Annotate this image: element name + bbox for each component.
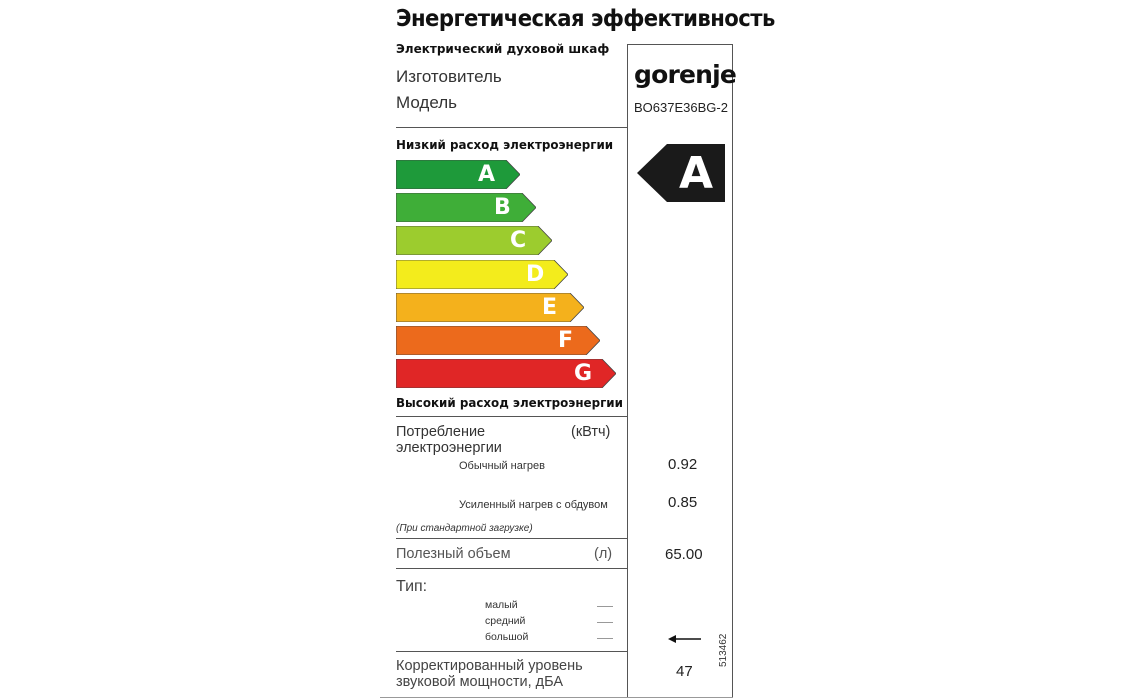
manufacturer-label: Изготовитель — [396, 67, 502, 86]
efficiency-bar-letter: A — [478, 162, 496, 187]
label-number: 513462 — [718, 633, 729, 667]
efficiency-bar-g — [396, 359, 616, 388]
selected-type-arrow-icon — [668, 632, 702, 650]
conventional-heating-label: Обычный нагрев — [459, 460, 545, 472]
fan-heating-label: Усиленный нагрев с обдувом — [459, 499, 608, 511]
efficiency-bar-d — [396, 260, 568, 289]
standard-load-note: (При стандартной загрузке) — [396, 523, 533, 534]
divider-1 — [396, 127, 627, 128]
model-value: BO637E36BG-2 — [634, 100, 728, 115]
type-option-label: большой — [485, 631, 529, 643]
efficiency-bar-b — [396, 193, 536, 222]
divider-2 — [396, 416, 627, 417]
brand-logo: gorenje — [634, 60, 737, 89]
efficiency-bar-e — [396, 293, 584, 322]
consumption-label: Потребление электроэнергии — [396, 424, 502, 456]
efficiency-bar-letter: D — [526, 261, 545, 287]
efficiency-bar-a — [396, 160, 520, 189]
appliance-type: Электрический духовой шкаф — [396, 42, 610, 56]
value-panel — [627, 44, 733, 698]
type-option-dash — [597, 606, 613, 607]
type-option-dash — [597, 638, 613, 639]
type-option-label: средний — [485, 615, 526, 627]
efficiency-bar-letter: E — [542, 294, 558, 320]
rating-letter: A — [678, 148, 714, 199]
divider-4 — [396, 568, 627, 569]
low-consumption-label: Низкий расход электроэнергии — [396, 137, 614, 152]
type-option-dash — [597, 622, 613, 623]
type-option-label: малый — [485, 599, 518, 611]
volume-label: Полезный объем — [396, 546, 511, 562]
model-label: Модель — [396, 93, 458, 112]
efficiency-bar-letter: G — [574, 361, 593, 387]
efficiency-bar-letter: F — [558, 328, 574, 353]
high-consumption-label: Высокий расход электроэнергии — [396, 395, 623, 410]
conventional-heating-value: 0.92 — [668, 456, 698, 473]
divider-5 — [396, 651, 627, 652]
efficiency-bar-letter: C — [510, 228, 527, 254]
divider-3 — [396, 538, 627, 539]
efficiency-bar-f — [396, 326, 600, 355]
fan-heating-value: 0.85 — [668, 494, 698, 511]
noise-value: 47 — [676, 663, 693, 680]
volume-value: 65.00 — [665, 546, 703, 563]
volume-unit: (л) — [594, 546, 613, 562]
noise-label: Корректированный уровень звуковой мощности, дБА — [396, 658, 583, 690]
type-label: Тип: — [396, 578, 428, 595]
efficiency-bar-letter: B — [494, 195, 511, 221]
consumption-unit: (кВтч) — [571, 424, 611, 440]
rating-arrow — [637, 144, 725, 202]
label-title: Энергетическая эффективность — [396, 6, 775, 32]
bottom-border — [380, 697, 733, 698]
efficiency-bar-c — [396, 226, 552, 255]
